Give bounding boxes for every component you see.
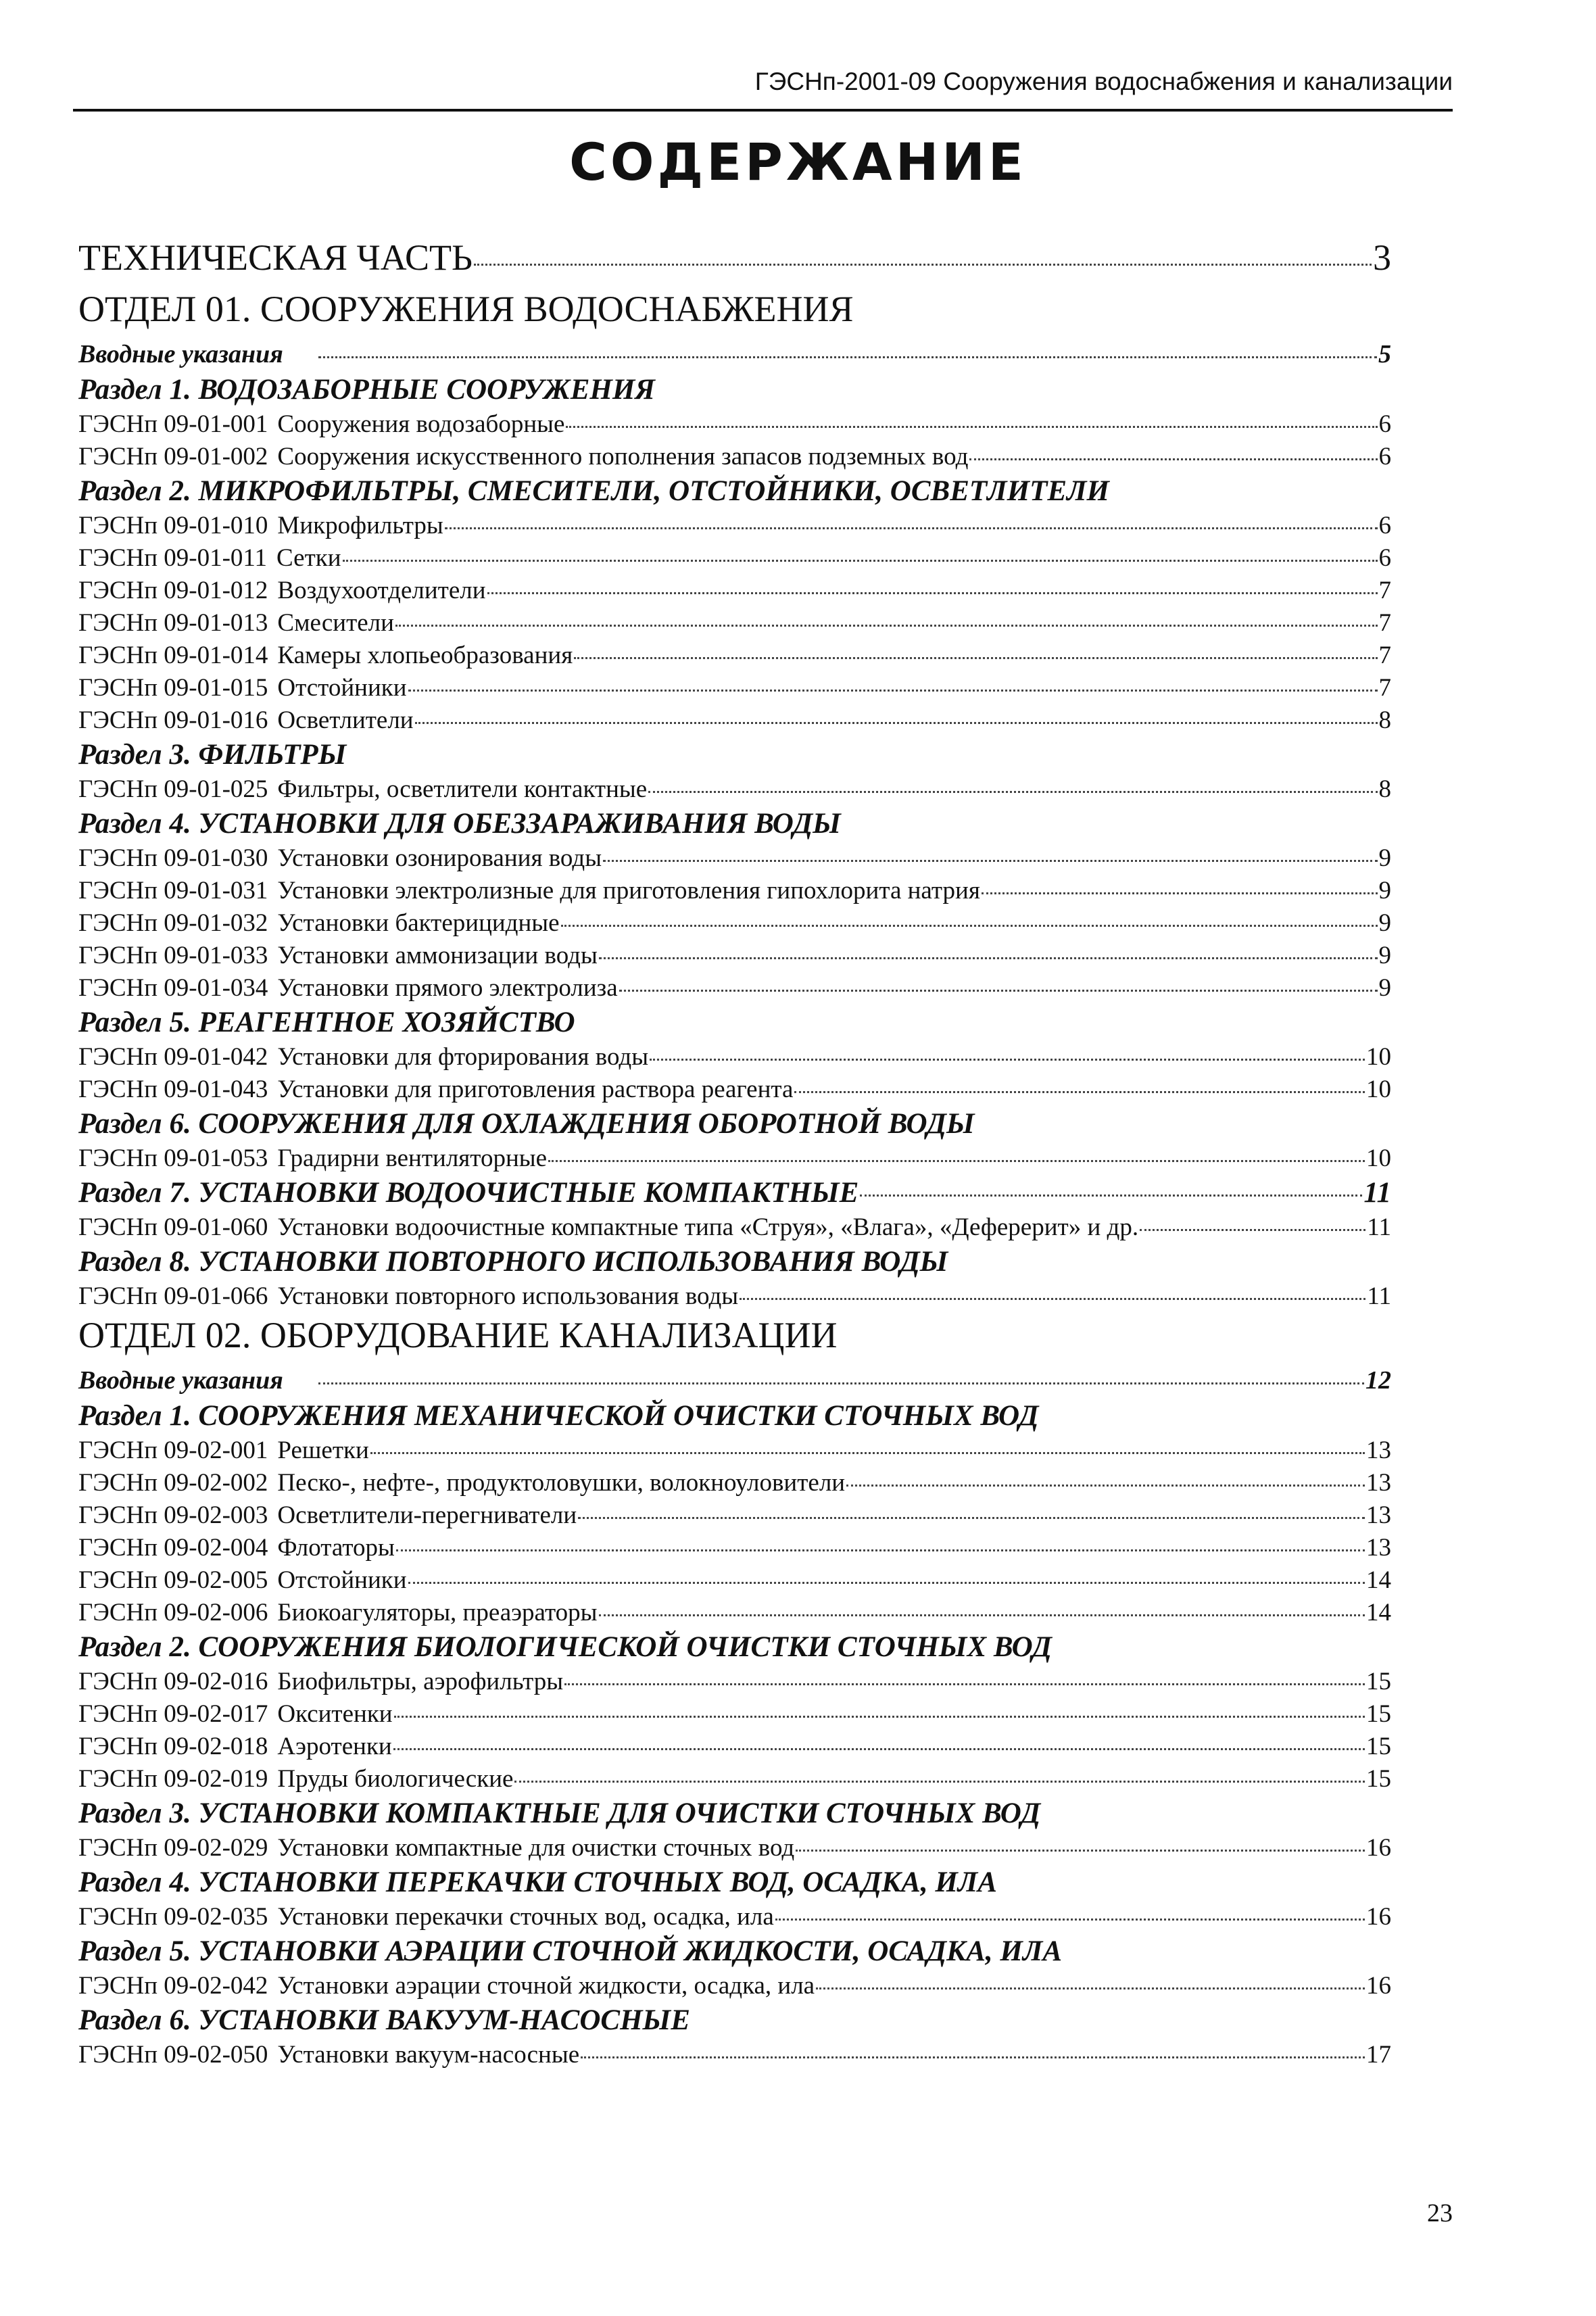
entry-code: ГЭСНп 09-01-014 (78, 642, 268, 669)
entry-title: Установки перекачки сточных вод, осадка, ила (277, 1903, 774, 1931)
entry-code: ГЭСНп 09-01-060 (78, 1213, 268, 1241)
toc-section[interactable] (78, 2004, 1391, 2040)
section-title: Раздел 7. УСТАНОВКИ ВОДООЧИСТНЫЕ КОМПАКТНЫЕ (78, 1177, 859, 1209)
toc-page-number: 15 (1366, 1700, 1391, 1728)
toc-entry[interactable] (78, 876, 1391, 909)
dot-leader (648, 791, 1377, 793)
toc-page-number: 11 (1367, 1282, 1391, 1310)
entry-code: ГЭСНп 09-01-034 (78, 974, 268, 1002)
toc-section[interactable] (78, 738, 1391, 775)
toc-entry[interactable] (78, 576, 1391, 608)
toc-page-number: 15 (1366, 1733, 1391, 1760)
part-title: ТЕХНИЧЕСКАЯ ЧАСТЬ (78, 237, 473, 278)
toc-entry[interactable] (78, 1833, 1391, 1866)
entry-code: ГЭСНп 09-02-029 (78, 1834, 268, 1862)
toc-section[interactable] (78, 1176, 1391, 1213)
dot-leader (318, 1382, 1364, 1384)
entry-title: Установки водоочистные компактные типа «Струя», «Влага», «Деферерит» и др. (277, 1213, 1139, 1241)
entry-title: Камеры хлопьеобразования (277, 642, 573, 669)
section-title: Раздел 6. УСТАНОВКИ ВАКУУМ-НАСОСНЫЕ (78, 2004, 690, 2036)
entry-code: ГЭСНп 09-02-003 (78, 1501, 268, 1529)
toc-entry[interactable] (78, 941, 1391, 973)
running-header-title: ГЭСНп-2001-09 Сооружения водоснабжения и канализации (754, 68, 1453, 95)
toc-page-number: 12 (1365, 1366, 1391, 1395)
toc-entry[interactable] (78, 1667, 1391, 1699)
toc-part[interactable] (78, 1314, 1391, 1366)
toc-entry[interactable] (78, 608, 1391, 641)
dot-leader (408, 1582, 1365, 1584)
toc-page-number: 8 (1378, 706, 1391, 734)
dot-leader (564, 1683, 1365, 1685)
dot-leader (370, 1452, 1365, 1454)
toc-entry[interactable] (78, 1075, 1391, 1107)
toc-section[interactable] (78, 1631, 1391, 1667)
dot-leader (561, 925, 1378, 927)
toc-entry[interactable] (78, 1566, 1391, 1598)
toc-entry[interactable] (78, 1902, 1391, 1935)
toc-entry[interactable] (78, 1282, 1391, 1314)
section-title: Раздел 1. СООРУЖЕНИЯ МЕХАНИЧЕСКОЙ ОЧИСТКИ СТОЧНЫХ ВОД (78, 1400, 1039, 1432)
toc-entry[interactable] (78, 1732, 1391, 1764)
toc-entry[interactable] (78, 511, 1391, 544)
toc-entry[interactable] (78, 1436, 1391, 1468)
toc-entry[interactable] (78, 1971, 1391, 2004)
entry-code: ГЭСНп 09-02-019 (78, 1765, 268, 1793)
toc-page-number: 11 (1367, 1213, 1391, 1241)
toc-entry[interactable] (78, 673, 1391, 706)
entry-title: Установки повторного использования воды (277, 1282, 739, 1310)
toc-page-number: 14 (1366, 1566, 1391, 1594)
entry-title: Сооружения искусственного пополнения запасов подземных вод (277, 443, 969, 471)
toc-page-number: 13 (1366, 1534, 1391, 1562)
entry-code: ГЭСНп 09-01-001 (78, 410, 268, 438)
toc-entry[interactable] (78, 775, 1391, 807)
entry-title: Осветлители-перегниватели (277, 1501, 577, 1529)
section-title: Раздел 3. УСТАНОВКИ КОМПАКТНЫЕ ДЛЯ ОЧИСТКИ СТОЧНЫХ ВОД (78, 1798, 1041, 1829)
entry-title: Установки электролизные для приготовления гипохлорита натрия (277, 877, 980, 904)
toc-entry[interactable] (78, 1501, 1391, 1533)
toc-page-number: 16 (1366, 1903, 1391, 1931)
dot-leader (408, 690, 1378, 692)
section-title: Раздел 6. СООРУЖЕНИЯ ДЛЯ ОХЛАЖДЕНИЯ ОБОРОТНОЙ ВОДЫ (78, 1108, 975, 1140)
entry-title: Отстойники (277, 674, 407, 702)
entry-code: ГЭСНп 09-01-032 (78, 909, 268, 937)
toc-entry[interactable] (78, 909, 1391, 941)
section-title: Раздел 5. УСТАНОВКИ АЭРАЦИИ СТОЧНОЙ ЖИДКОСТИ, ОСАДКА, ИЛА (78, 1935, 1063, 1967)
entry-code: ГЭСНп 09-01-002 (78, 443, 268, 471)
toc-page-number: 5 (1378, 340, 1391, 368)
toc-part[interactable] (78, 237, 1391, 288)
dot-leader (969, 458, 1377, 460)
entry-title: Установки аэрации сточной жидкости, осадка, ила (277, 1972, 815, 2000)
table-of-contents (78, 237, 1391, 2073)
entry-code: ГЭСНп 09-01-013 (78, 609, 268, 637)
toc-entry[interactable] (78, 544, 1391, 576)
entry-title: Флотаторы (277, 1534, 395, 1562)
toc-page-number: 6 (1378, 544, 1391, 572)
toc-page-number: 9 (1378, 974, 1391, 1002)
dot-leader (846, 1485, 1365, 1487)
entry-title: Микрофильтры (277, 512, 443, 539)
entry-code: ГЭСНп 09-01-053 (78, 1144, 268, 1172)
dot-leader (599, 957, 1378, 959)
toc-entry[interactable] (78, 442, 1391, 475)
entry-code: ГЭСНп 09-02-002 (78, 1469, 268, 1497)
dot-leader (581, 2056, 1365, 2058)
toc-page-number: 10 (1366, 1144, 1391, 1172)
dot-leader (603, 860, 1377, 862)
dot-leader (578, 1517, 1365, 1519)
toc-intro[interactable] (78, 339, 1391, 373)
toc-page-number: 13 (1366, 1501, 1391, 1529)
entry-title: Окситенки (277, 1700, 393, 1728)
toc-entry[interactable] (78, 1598, 1391, 1631)
entry-title: Пруды биологические (277, 1765, 514, 1793)
toc-page-number: 6 (1378, 512, 1391, 539)
section-title: Раздел 8. УСТАНОВКИ ПОВТОРНОГО ИСПОЛЬЗОВАНИЯ ВОДЫ (78, 1246, 948, 1278)
toc-page-number: 8 (1378, 775, 1391, 803)
dot-leader (794, 1091, 1365, 1093)
dot-leader (396, 1549, 1365, 1551)
header-rule (73, 109, 1453, 112)
dot-leader (796, 1850, 1365, 1852)
dot-leader (650, 1059, 1365, 1061)
entry-title: Установки озонирования воды (277, 844, 602, 872)
toc-entry[interactable] (78, 706, 1391, 738)
entry-code: ГЭСНп 09-02-042 (78, 1972, 268, 2000)
entry-code: ГЭСНп 09-02-018 (78, 1733, 268, 1760)
toc-section[interactable] (78, 475, 1391, 511)
entry-title: Воздухоотделители (277, 577, 486, 604)
entry-code: ГЭСНп 09-02-001 (78, 1437, 268, 1464)
toc-entry[interactable] (78, 410, 1391, 442)
toc-section[interactable] (78, 807, 1391, 844)
entry-title: Фильтры, осветлители контактные (277, 775, 648, 803)
intro-title: Вводные указания (78, 340, 283, 368)
entry-title: Аэротенки (277, 1733, 392, 1760)
toc-entry[interactable] (78, 1213, 1391, 1245)
entry-title: Установки аммонизации воды (277, 942, 598, 969)
entry-code: ГЭСНп 09-01-016 (78, 706, 268, 734)
dot-leader (394, 1716, 1365, 1718)
toc-page-number: 17 (1366, 2041, 1391, 2069)
part-title: ОТДЕЛ 02. ОБОРУДОВАНИЕ КАНАЛИЗАЦИИ (78, 1315, 838, 1355)
toc-page-number: 13 (1366, 1469, 1391, 1497)
entry-code: ГЭСНп 09-02-005 (78, 1566, 268, 1594)
entry-title: Решетки (277, 1437, 369, 1464)
toc-entry[interactable] (78, 1533, 1391, 1566)
toc-page-number: 9 (1378, 844, 1391, 872)
part-title: ОТДЕЛ 01. СООРУЖЕНИЯ ВОДОСНАБЖЕНИЯ (78, 289, 854, 329)
toc-entry[interactable] (78, 641, 1391, 673)
toc-page-number: 15 (1366, 1765, 1391, 1793)
intro-title: Вводные указания (78, 1366, 283, 1395)
toc-section[interactable] (78, 1866, 1391, 1902)
dot-leader (574, 657, 1377, 659)
entry-title: Биокоагуляторы, преаэраторы (277, 1599, 598, 1626)
toc-page-number: 13 (1366, 1437, 1391, 1464)
dot-leader (566, 426, 1377, 428)
entry-code: ГЭСНп 09-01-042 (78, 1043, 268, 1071)
entry-title: Смесители (277, 609, 394, 637)
toc-entry[interactable] (78, 1468, 1391, 1501)
entry-code: ГЭСНп 09-02-006 (78, 1599, 268, 1626)
toc-page-number: 14 (1366, 1599, 1391, 1626)
toc-page-number: 6 (1378, 410, 1391, 438)
toc-page-number: 6 (1378, 443, 1391, 471)
entry-title: Сооружения водозаборные (277, 410, 565, 438)
dot-leader (982, 892, 1378, 894)
toc-entry[interactable] (78, 1144, 1391, 1176)
toc-page-number: 9 (1378, 942, 1391, 969)
contents-heading: СОДЕРЖАНИЕ (569, 132, 1027, 192)
toc-page-number: 16 (1366, 1972, 1391, 2000)
entry-title: Установки для фторирования воды (277, 1043, 649, 1071)
entry-code: ГЭСНп 09-01-031 (78, 877, 268, 904)
toc-page-number: 7 (1378, 609, 1391, 637)
toc-page-number: 16 (1366, 1834, 1391, 1862)
page-number: 23 (1427, 2199, 1453, 2227)
entry-title: Установки вакуум-насосные (277, 2041, 580, 2069)
toc-page-number: 10 (1366, 1043, 1391, 1071)
section-title: Раздел 4. УСТАНОВКИ ПЕРЕКАЧКИ СТОЧНЫХ ВОД, ОСАДКА, ИЛА (78, 1866, 997, 1898)
entry-code: ГЭСНп 09-02-016 (78, 1668, 268, 1695)
toc-part[interactable] (78, 288, 1391, 339)
dot-leader (415, 722, 1378, 724)
toc-page-number: 7 (1378, 642, 1391, 669)
toc-page-number: 7 (1378, 674, 1391, 702)
entry-title: Песко-, нефте-, продуктоловушки, волокноуловители (277, 1469, 846, 1497)
dot-leader (514, 1781, 1365, 1783)
toc-page-number: 9 (1378, 877, 1391, 904)
toc-entry[interactable] (78, 1764, 1391, 1797)
toc-section[interactable] (78, 373, 1391, 410)
entry-title: Биофильтры, аэрофильтры (277, 1668, 564, 1695)
entry-code: ГЭСНп 09-01-015 (78, 674, 268, 702)
entry-code: ГЭСНп 09-01-012 (78, 577, 268, 604)
section-title: Раздел 1. ВОДОЗАБОРНЫЕ СООРУЖЕНИЯ (78, 374, 655, 406)
entry-title: Установки прямого электролиза (277, 974, 618, 1002)
toc-entry[interactable] (78, 2040, 1391, 2073)
toc-entry[interactable] (78, 1699, 1391, 1732)
section-title: Раздел 5. РЕАГЕНТНОЕ ХОЗЯЙСТВО (78, 1007, 575, 1038)
dot-leader (318, 356, 1377, 358)
entry-code: ГЭСНп 09-02-035 (78, 1903, 268, 1931)
toc-page-number: 7 (1378, 577, 1391, 604)
dot-leader (816, 1987, 1365, 1989)
section-title: Раздел 4. УСТАНОВКИ ДЛЯ ОБЕЗЗАРАЖИВАНИЯ ВОДЫ (78, 808, 841, 840)
entry-code: ГЭСНп 09-02-004 (78, 1534, 268, 1562)
toc-intro[interactable] (78, 1366, 1391, 1399)
entry-code: ГЭСНп 09-01-025 (78, 775, 268, 803)
section-title: Раздел 3. ФИЛЬТРЫ (78, 739, 347, 771)
dot-leader (487, 592, 1378, 594)
entry-title: Установки компактные для очистки сточных вод (277, 1834, 795, 1862)
dot-leader (343, 560, 1378, 562)
toc-page-number: 3 (1373, 237, 1391, 278)
entry-code: ГЭСНп 09-01-033 (78, 942, 268, 969)
toc-section[interactable] (78, 1107, 1391, 1144)
entry-code: ГЭСНп 09-01-010 (78, 512, 268, 539)
dot-leader (619, 990, 1378, 992)
entry-code: ГЭСНп 09-02-017 (78, 1700, 268, 1728)
dot-leader (548, 1160, 1365, 1162)
entry-code: ГЭСНп 09-01-043 (78, 1076, 268, 1103)
entry-title: Установки бактерицидные (277, 909, 560, 937)
dot-leader (740, 1298, 1365, 1300)
entry-code: ГЭСНп 09-01-011 (78, 544, 268, 572)
entry-code: ГЭСНп 09-02-050 (78, 2041, 268, 2069)
entry-title: Установки для приготовления раствора реагента (277, 1076, 794, 1103)
dot-leader (860, 1195, 1362, 1197)
entry-title: Градирни вентиляторные (277, 1144, 548, 1172)
dot-leader (775, 1919, 1365, 1921)
toc-entry[interactable] (78, 1042, 1391, 1075)
toc-page-number: 9 (1378, 909, 1391, 937)
section-title: Раздел 2. СООРУЖЕНИЯ БИОЛОГИЧЕСКОЙ ОЧИСТКИ СТОЧНЫХ ВОД (78, 1631, 1052, 1663)
toc-section[interactable] (78, 1935, 1391, 1971)
dot-leader (599, 1614, 1365, 1616)
entry-code: ГЭСНп 09-01-030 (78, 844, 268, 872)
toc-section[interactable] (78, 1245, 1391, 1282)
dot-leader (1140, 1229, 1365, 1231)
entry-title: Сетки (276, 544, 341, 572)
entry-title: Осветлители (277, 706, 414, 734)
toc-page-number: 11 (1363, 1177, 1391, 1209)
toc-section[interactable] (78, 1006, 1391, 1042)
toc-section[interactable] (78, 1399, 1391, 1436)
dot-leader (445, 527, 1378, 529)
dot-leader (395, 625, 1378, 627)
toc-entry[interactable] (78, 844, 1391, 876)
toc-section[interactable] (78, 1797, 1391, 1833)
toc-entry[interactable] (78, 973, 1391, 1006)
section-title: Раздел 2. МИКРОФИЛЬТРЫ, СМЕСИТЕЛИ, ОТСТОЙНИКИ, ОСВЕТЛИТЕЛИ (78, 475, 1109, 507)
toc-page-number: 10 (1366, 1076, 1391, 1103)
entry-title: Отстойники (277, 1566, 407, 1594)
dot-leader (474, 264, 1372, 266)
dot-leader (393, 1748, 1365, 1750)
toc-page-number: 15 (1366, 1668, 1391, 1695)
entry-code: ГЭСНп 09-01-066 (78, 1282, 268, 1310)
